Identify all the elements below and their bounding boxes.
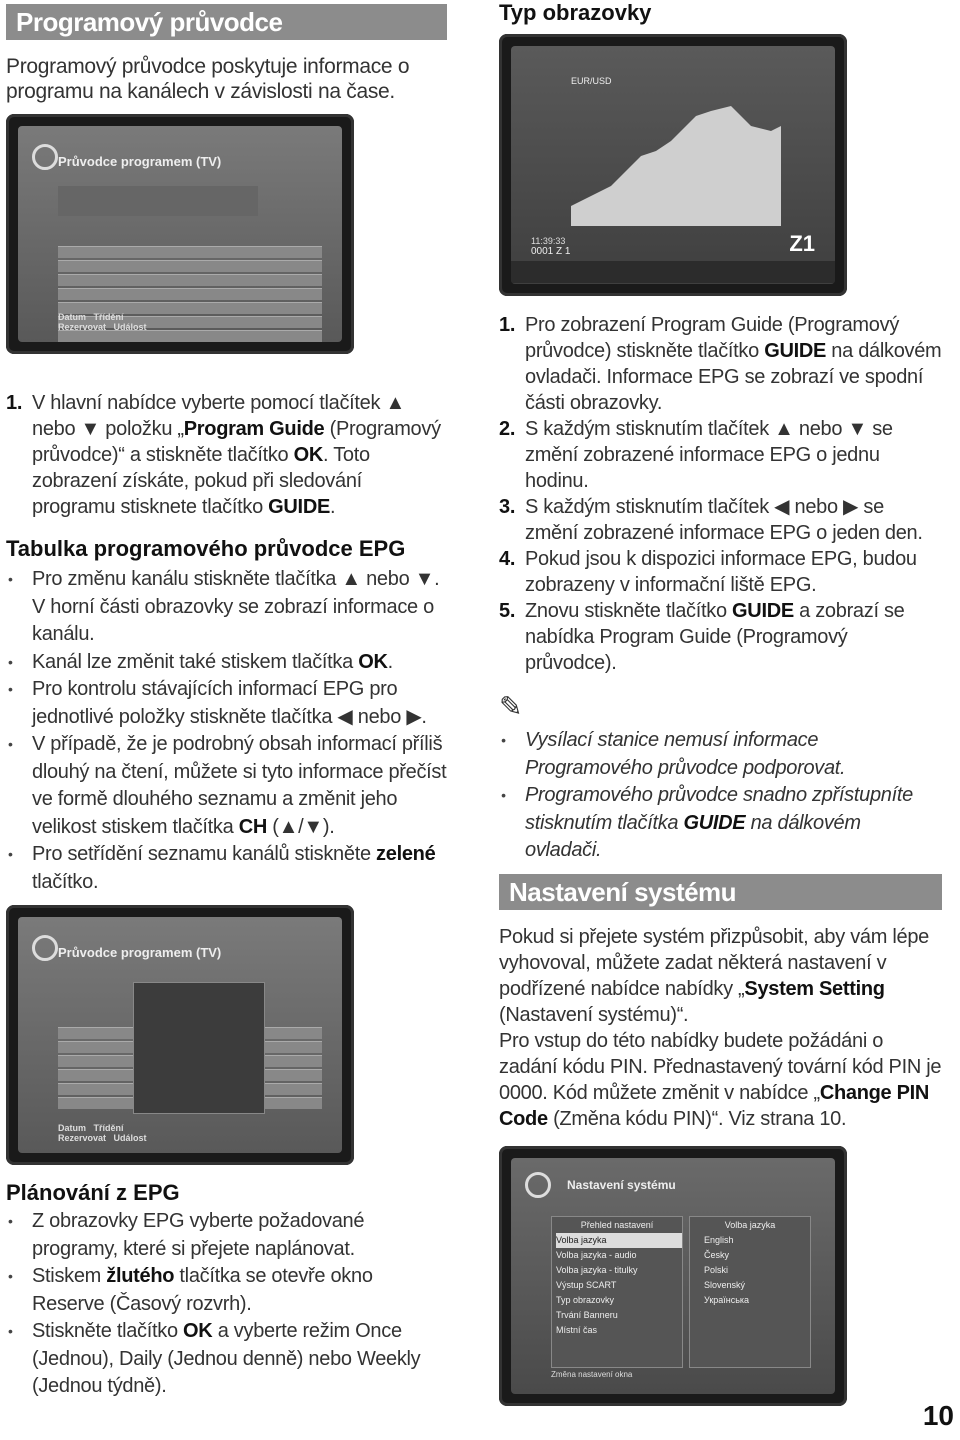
menu-left-head: Přehled nastavení: [580, 1220, 654, 1230]
epg-bullets: [6, 566, 447, 896]
system-setting-text-2: Pro vstup do této nabídky budete požádáni o zadání kódu PIN. Přednastavený tovární kód PIN je 0000. Kód můžete změnit v nabídce „Change PIN Code (Změna kódu PIN)“. Viz strana 10.: [499, 1030, 942, 1130]
note-icon: ✎: [499, 691, 523, 722]
bullet: • Kanál lze změnit také stiskem tlačítka OK.: [6, 649, 447, 677]
epg-screenshot-1: [6, 114, 354, 354]
menu-item[interactable]: Trvání Banneru: [556, 1310, 618, 1320]
step-3: 3. S každým stisknutím tlačítek ◀ nebo ▶ se změní zobrazené informace EPG o jeden den.: [499, 496, 923, 544]
language-option[interactable]: Polski: [704, 1265, 729, 1275]
menu-item[interactable]: Typ obrazovky: [556, 1295, 615, 1305]
note-bullets: [499, 727, 942, 865]
screen-legend: Datum Třídění Rezervovat Událost: [58, 1123, 147, 1143]
bullet: • Z obrazovky EPG vyberte požadované programy, které si přejete naplánovat.: [6, 1208, 447, 1263]
language-option[interactable]: Česky: [704, 1250, 730, 1260]
menu-footer: Změna nastavení okna: [551, 1370, 633, 1379]
screen-type-heading: Typ obrazovky: [499, 0, 652, 25]
menu-item[interactable]: Výstup SCART: [556, 1280, 617, 1290]
step-1: 1. V hlavní nabídce vyberte pomocí tlačítek ▲ nebo ▼ položku „Program Guide (Programový průvodce)“ a stiskněte tlačítko OK. Toto zobrazení získáte, pokud při sledování programu stisknete tlačítko GUIDE.: [6, 392, 441, 518]
plan-heading: Plánování z EPG: [6, 1180, 180, 1205]
step-list-left: [6, 390, 447, 520]
menu-item[interactable]: Volba jazyka - audio: [556, 1250, 637, 1260]
clock-readout: 11:39:33: [531, 236, 566, 246]
reserve-popup: [133, 982, 265, 1114]
menu-item[interactable]: Volba jazyka - titulky: [556, 1265, 638, 1275]
clock-icon: [32, 144, 58, 170]
bullet: • V případě, že je podrobný obsah informací příliš dlouhý na čtení, můžete si tyto informace přečíst ve formě dlouhého seznamu a změnit jeho velikost stiskem tlačítka CH (▲/▼).: [6, 731, 447, 841]
language-option[interactable]: Slovenský: [704, 1280, 746, 1290]
menu-item[interactable]: Volba jazyka: [556, 1233, 682, 1248]
bullet: • Pro kontrolu stávajících informací EPG pro jednotlivé položky stiskněte tlačítka ◀ nebo ▶.: [6, 676, 447, 731]
page-number: 10: [922, 1400, 954, 1431]
plan-bullets: [6, 1208, 447, 1401]
settings-icon: [525, 1172, 551, 1198]
menu-title: Nastavení systému: [567, 1178, 676, 1192]
market-chart-graphic: [571, 86, 781, 226]
note-bullet: • Programového průvodce snadno zpřístupníte stisknutím tlačítka GUIDE na dálkovém ovladači.: [499, 782, 942, 865]
step-5: 5. Znovu stiskněte tlačítko GUIDE a zobrazí se nabídka Program Guide (Programový průvodce).: [499, 600, 905, 674]
bullet: • Pro změnu kanálu stiskněte tlačítka ▲ nebo ▼. V horní části obrazovky se zobrazí informace o kanálu.: [6, 566, 447, 649]
bullet: • Stiskem žlutého tlačítka se otevře okno Reserve (Časový rozvrh).: [6, 1263, 447, 1318]
channel-logo: Z1: [789, 231, 815, 256]
step-1: 1. Pro zobrazení Program Guide (Programový průvodce) stiskněte tlačítko GUIDE na dálkovém ovladači. Informace EPG se zobrazí ve spodní části obrazovky.: [499, 314, 942, 414]
menu-right-head: Volba jazyka: [724, 1220, 776, 1230]
currency-pair: EUR/USD: [571, 76, 612, 86]
channel-label: 0001 Z 1: [531, 246, 571, 257]
language-option[interactable]: Українська: [704, 1295, 750, 1305]
screen-title: Průvodce programem (TV): [58, 945, 222, 960]
menu-item[interactable]: Místní čas: [556, 1325, 598, 1335]
chart-screenshot: [499, 34, 847, 296]
language-option[interactable]: English: [704, 1235, 734, 1245]
system-setting-text-1: Pokud si přejete systém přizpůsobit, aby vám lépe vyhovoval, můžete zadat některá nastavení v podřízené nabídce nabídky „System Setting (Nastavení systému)“.: [499, 926, 929, 1026]
intro-text: Programový průvodce poskytuje informace o programu na kanálech v závislosti na čase.: [6, 55, 410, 103]
note-bullet: • Vysílací stanice nemusí informace Programového průvodce podporovat.: [499, 727, 942, 782]
epg-table-heading: Tabulka programového průvodce EPG: [6, 536, 406, 561]
step-2: 2. S každým stisknutím tlačítek ▲ nebo ▼ se změní zobrazené informace EPG o jednu hodinu.: [499, 418, 893, 492]
epg-info-bar: [511, 261, 835, 283]
section-title-nastaveni-systemu: Nastavení systému: [499, 874, 942, 910]
step-list-right: [499, 312, 942, 676]
clock-icon: [32, 935, 58, 961]
bullet: • Pro setřídění seznamu kanálů stiskněte zelené tlačítko.: [6, 841, 447, 896]
bullet: • Stiskněte tlačítko OK a vyberte režim Once (Jednou), Daily (Jednou denně) nebo Weekly (Jednou týdně).: [6, 1318, 447, 1401]
section-title-programovy-pruvodce: Programový průvodce: [6, 4, 447, 40]
epg-screenshot-2: [6, 905, 354, 1165]
screen-legend: Datum Třídění Rezervovat Událost: [58, 312, 147, 332]
system-menu-screenshot: [499, 1146, 847, 1406]
screen-title: Průvodce programem (TV): [58, 154, 222, 169]
step-4: 4. Pokud jsou k dispozici informace EPG, budou zobrazeny v informační liště EPG.: [499, 548, 917, 596]
